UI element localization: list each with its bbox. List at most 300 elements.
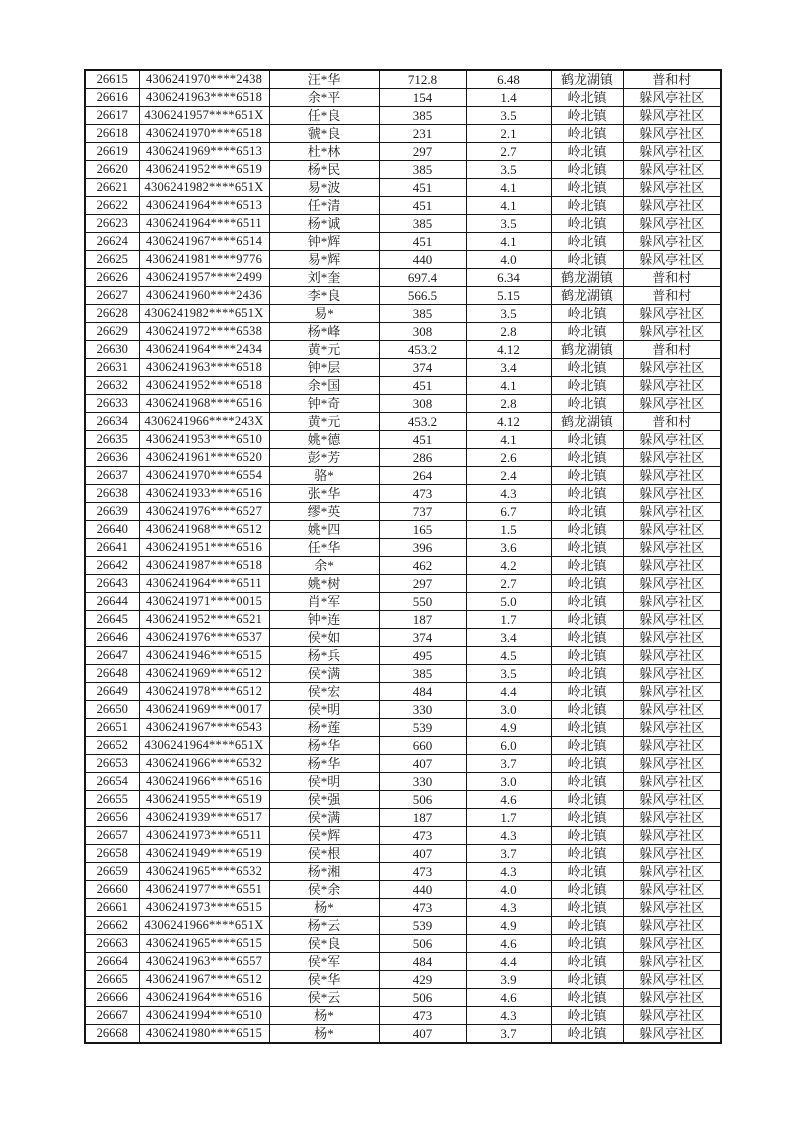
table-row [85,521,721,539]
cell-id-masked: 4306241965****6515 [139,935,269,953]
cell-town: 岭北镇 [551,233,623,251]
cell-id-masked: 4306241968****6516 [139,395,269,413]
cell-village: 躲风亭社区 [623,449,721,467]
cell-name-masked: 杨*民 [269,161,379,179]
table-row [85,719,721,737]
cell-name-masked: 姚*树 [269,575,379,593]
cell-id-masked: 4306241964****6516 [139,989,269,1007]
cell-village: 躲风亭社区 [623,881,721,899]
cell-value-secondary: 3.6 [466,539,551,557]
cell-id-masked: 4306241970****6518 [139,125,269,143]
cell-serial: 26662 [85,917,139,935]
cell-id-masked: 4306241964****6513 [139,197,269,215]
cell-town: 岭北镇 [551,791,623,809]
cell-value-primary: 495 [379,647,466,665]
cell-value-primary: 451 [379,197,466,215]
cell-name-masked: 钟*层 [269,359,379,377]
cell-value-primary: 231 [379,125,466,143]
cell-serial: 26655 [85,791,139,809]
table-row [85,125,721,143]
cell-serial: 26657 [85,827,139,845]
cell-serial: 26627 [85,287,139,305]
cell-name-masked: 杨*华 [269,755,379,773]
table-row [85,1007,721,1025]
cell-id-masked: 4306241957****2499 [139,269,269,287]
cell-value-primary: 451 [379,431,466,449]
cell-id-masked: 4306241982****651X [139,305,269,323]
cell-id-masked: 4306241963****6557 [139,953,269,971]
cell-village: 躲风亭社区 [623,143,721,161]
cell-value-secondary: 4.3 [466,827,551,845]
cell-id-masked: 4306241982****651X [139,179,269,197]
cell-town: 岭北镇 [551,647,623,665]
cell-value-primary: 264 [379,467,466,485]
table-row [85,269,721,287]
cell-id-masked: 4306241966****243X [139,413,269,431]
table-row [85,881,721,899]
cell-serial: 26656 [85,809,139,827]
cell-name-masked: 骆* [269,467,379,485]
cell-town: 岭北镇 [551,683,623,701]
cell-serial: 26649 [85,683,139,701]
cell-name-masked: 黄*元 [269,341,379,359]
cell-value-primary: 550 [379,593,466,611]
cell-value-secondary: 4.3 [466,485,551,503]
cell-village: 躲风亭社区 [623,359,721,377]
cell-value-primary: 429 [379,971,466,989]
cell-village: 躲风亭社区 [623,557,721,575]
cell-village: 躲风亭社区 [623,125,721,143]
table-row [85,701,721,719]
cell-name-masked: 杨*华 [269,737,379,755]
cell-value-secondary: 4.9 [466,917,551,935]
cell-value-secondary: 2.6 [466,449,551,467]
cell-village: 躲风亭社区 [623,197,721,215]
cell-value-secondary: 3.7 [466,755,551,773]
cell-value-secondary: 4.1 [466,431,551,449]
cell-value-primary: 473 [379,863,466,881]
table-row [85,503,721,521]
cell-town: 岭北镇 [551,827,623,845]
cell-name-masked: 钟*连 [269,611,379,629]
cell-village: 躲风亭社区 [623,809,721,827]
cell-value-secondary: 5.15 [466,287,551,305]
cell-name-masked: 杨*湘 [269,863,379,881]
cell-value-primary: 407 [379,1025,466,1044]
cell-village: 躲风亭社区 [623,521,721,539]
cell-id-masked: 4306241955****6519 [139,791,269,809]
cell-value-secondary: 4.0 [466,881,551,899]
cell-value-primary: 165 [379,521,466,539]
cell-name-masked: 侯*满 [269,665,379,683]
cell-town: 岭北镇 [551,719,623,737]
cell-value-primary: 297 [379,575,466,593]
cell-id-masked: 4306241968****6512 [139,521,269,539]
cell-name-masked: 缪*英 [269,503,379,521]
cell-value-primary: 473 [379,1007,466,1025]
cell-id-masked: 4306241976****6537 [139,629,269,647]
cell-serial: 26650 [85,701,139,719]
cell-serial: 26644 [85,593,139,611]
cell-name-masked: 汪*华 [269,70,379,89]
cell-serial: 26623 [85,215,139,233]
cell-town: 岭北镇 [551,197,623,215]
cell-value-secondary: 1.5 [466,521,551,539]
cell-serial: 26666 [85,989,139,1007]
cell-value-primary: 440 [379,881,466,899]
cell-town: 岭北镇 [551,737,623,755]
cell-serial: 26619 [85,143,139,161]
cell-village: 躲风亭社区 [623,827,721,845]
table-row [85,107,721,125]
cell-serial: 26667 [85,1007,139,1025]
cell-value-secondary: 2.7 [466,143,551,161]
table-row [85,557,721,575]
cell-town: 岭北镇 [551,539,623,557]
cell-id-masked: 4306241952****6519 [139,161,269,179]
cell-id-masked: 4306241971****0015 [139,593,269,611]
cell-town: 岭北镇 [551,701,623,719]
cell-value-secondary: 2.1 [466,125,551,143]
cell-id-masked: 4306241963****6518 [139,359,269,377]
cell-name-masked: 杨* [269,1007,379,1025]
cell-town: 鹤龙湖镇 [551,413,623,431]
cell-town: 岭北镇 [551,431,623,449]
cell-town: 鹤龙湖镇 [551,341,623,359]
cell-id-masked: 4306241951****6516 [139,539,269,557]
cell-town: 岭北镇 [551,305,623,323]
table-row [85,611,721,629]
cell-value-primary: 697.4 [379,269,466,287]
cell-value-secondary: 1.7 [466,809,551,827]
cell-serial: 26661 [85,899,139,917]
table-row [85,827,721,845]
cell-name-masked: 杨* [269,899,379,917]
cell-id-masked: 4306241969****6512 [139,665,269,683]
cell-town: 岭北镇 [551,773,623,791]
cell-serial: 26668 [85,1025,139,1044]
table-row [85,665,721,683]
cell-village: 躲风亭社区 [623,593,721,611]
cell-value-primary: 506 [379,791,466,809]
table-row [85,233,721,251]
cell-id-masked: 4306241949****6519 [139,845,269,863]
cell-serial: 26660 [85,881,139,899]
cell-serial: 26643 [85,575,139,593]
cell-value-primary: 187 [379,611,466,629]
cell-value-secondary: 4.1 [466,377,551,395]
cell-id-masked: 4306241964****2434 [139,341,269,359]
cell-village: 躲风亭社区 [623,215,721,233]
cell-serial: 26634 [85,413,139,431]
cell-value-secondary: 3.4 [466,629,551,647]
cell-id-masked: 4306241963****6518 [139,89,269,107]
cell-id-masked: 4306241964****6511 [139,575,269,593]
cell-value-primary: 473 [379,899,466,917]
table-row [85,593,721,611]
table-row [85,89,721,107]
cell-value-secondary: 1.7 [466,611,551,629]
cell-name-masked: 侯*云 [269,989,379,1007]
cell-town: 岭北镇 [551,809,623,827]
table-row [85,161,721,179]
cell-village: 普和村 [623,70,721,89]
cell-village: 躲风亭社区 [623,467,721,485]
table-row [85,197,721,215]
cell-town: 岭北镇 [551,521,623,539]
cell-serial: 26616 [85,89,139,107]
cell-town: 岭北镇 [551,917,623,935]
cell-id-masked: 4306241969****6513 [139,143,269,161]
cell-town: 岭北镇 [551,1025,623,1044]
cell-serial: 26631 [85,359,139,377]
cell-town: 岭北镇 [551,161,623,179]
benefit-list-table [84,69,722,1044]
cell-town: 岭北镇 [551,593,623,611]
table-row [85,395,721,413]
cell-id-masked: 4306241980****6515 [139,1025,269,1044]
cell-value-primary: 473 [379,827,466,845]
cell-serial: 26636 [85,449,139,467]
cell-serial: 26633 [85,395,139,413]
cell-value-primary: 484 [379,683,466,701]
cell-name-masked: 任*清 [269,197,379,215]
table-row [85,539,721,557]
cell-value-primary: 407 [379,755,466,773]
cell-town: 岭北镇 [551,377,623,395]
cell-town: 岭北镇 [551,971,623,989]
cell-value-primary: 374 [379,629,466,647]
table-row [85,305,721,323]
cell-village: 躲风亭社区 [623,611,721,629]
cell-value-secondary: 3.5 [466,107,551,125]
table-row [85,341,721,359]
table-row [85,251,721,269]
cell-value-secondary: 4.0 [466,251,551,269]
cell-serial: 26630 [85,341,139,359]
table-row [85,917,721,935]
cell-name-masked: 杨*兵 [269,647,379,665]
cell-serial: 26622 [85,197,139,215]
cell-serial: 26628 [85,305,139,323]
table-row [85,431,721,449]
table-row [85,971,721,989]
cell-value-primary: 407 [379,845,466,863]
cell-id-masked: 4306241946****6515 [139,647,269,665]
cell-name-masked: 侯*明 [269,701,379,719]
cell-value-secondary: 3.0 [466,773,551,791]
cell-serial: 26626 [85,269,139,287]
cell-name-masked: 肖*军 [269,593,379,611]
cell-serial: 26640 [85,521,139,539]
cell-id-masked: 4306241967****6514 [139,233,269,251]
cell-value-primary: 539 [379,917,466,935]
cell-value-secondary: 4.1 [466,233,551,251]
cell-id-masked: 4306241939****6517 [139,809,269,827]
cell-value-primary: 286 [379,449,466,467]
cell-village: 躲风亭社区 [623,845,721,863]
cell-town: 岭北镇 [551,863,623,881]
cell-value-secondary: 5.0 [466,593,551,611]
cell-value-secondary: 4.3 [466,1007,551,1025]
cell-id-masked: 4306241965****6532 [139,863,269,881]
cell-village: 躲风亭社区 [623,1007,721,1025]
cell-town: 岭北镇 [551,881,623,899]
cell-id-masked: 4306241964****6511 [139,215,269,233]
cell-town: 鹤龙湖镇 [551,269,623,287]
cell-id-masked: 4306241976****6527 [139,503,269,521]
cell-town: 岭北镇 [551,251,623,269]
cell-id-masked: 4306241953****6510 [139,431,269,449]
cell-village: 躲风亭社区 [623,899,721,917]
cell-town: 岭北镇 [551,989,623,1007]
cell-village: 躲风亭社区 [623,485,721,503]
cell-serial: 26621 [85,179,139,197]
cell-name-masked: 任*华 [269,539,379,557]
cell-id-masked: 4306241978****6512 [139,683,269,701]
cell-serial: 26648 [85,665,139,683]
cell-id-masked: 4306241987****6518 [139,557,269,575]
cell-name-masked: 侯*华 [269,971,379,989]
cell-value-secondary: 4.3 [466,863,551,881]
cell-village: 躲风亭社区 [623,323,721,341]
cell-village: 躲风亭社区 [623,251,721,269]
cell-name-masked: 侯*军 [269,953,379,971]
cell-town: 岭北镇 [551,323,623,341]
cell-village: 躲风亭社区 [623,161,721,179]
cell-village: 躲风亭社区 [623,233,721,251]
cell-value-secondary: 4.2 [466,557,551,575]
cell-town: 岭北镇 [551,107,623,125]
cell-value-primary: 385 [379,215,466,233]
cell-value-primary: 330 [379,773,466,791]
cell-village: 躲风亭社区 [623,305,721,323]
table-row [85,863,721,881]
cell-name-masked: 杨*诚 [269,215,379,233]
cell-serial: 26617 [85,107,139,125]
cell-village: 躲风亭社区 [623,935,721,953]
cell-serial: 26658 [85,845,139,863]
table-row [85,323,721,341]
cell-id-masked: 4306241966****6516 [139,773,269,791]
cell-name-masked: 侯*根 [269,845,379,863]
cell-serial: 26654 [85,773,139,791]
cell-value-primary: 396 [379,539,466,557]
cell-serial: 26664 [85,953,139,971]
cell-name-masked: 侯*余 [269,881,379,899]
cell-serial: 26624 [85,233,139,251]
cell-serial: 26641 [85,539,139,557]
cell-id-masked: 4306241952****6518 [139,377,269,395]
table-row [85,287,721,305]
table-row [85,647,721,665]
cell-town: 鹤龙湖镇 [551,70,623,89]
cell-id-masked: 4306241952****6521 [139,611,269,629]
table-row [85,791,721,809]
cell-value-secondary: 3.4 [466,359,551,377]
cell-value-secondary: 3.9 [466,971,551,989]
cell-name-masked: 钟*奇 [269,395,379,413]
table-row [85,359,721,377]
cell-serial: 26659 [85,863,139,881]
cell-village: 躲风亭社区 [623,791,721,809]
cell-town: 岭北镇 [551,503,623,521]
table-row [85,179,721,197]
cell-name-masked: 余*平 [269,89,379,107]
cell-name-masked: 易* [269,305,379,323]
cell-value-primary: 330 [379,701,466,719]
cell-value-secondary: 3.5 [466,215,551,233]
table-row [85,683,721,701]
cell-value-primary: 462 [379,557,466,575]
cell-name-masked: 侯*良 [269,935,379,953]
cell-town: 岭北镇 [551,575,623,593]
cell-town: 岭北镇 [551,1007,623,1025]
cell-town: 鹤龙湖镇 [551,287,623,305]
cell-value-secondary: 2.4 [466,467,551,485]
cell-value-secondary: 4.12 [466,413,551,431]
cell-value-primary: 453.2 [379,341,466,359]
cell-village: 躲风亭社区 [623,431,721,449]
cell-serial: 26635 [85,431,139,449]
cell-id-masked: 4306241966****6532 [139,755,269,773]
cell-village: 躲风亭社区 [623,989,721,1007]
cell-value-secondary: 6.0 [466,737,551,755]
cell-value-primary: 539 [379,719,466,737]
cell-name-masked: 易*辉 [269,251,379,269]
cell-town: 岭北镇 [551,755,623,773]
table-row [85,70,721,89]
cell-town: 岭北镇 [551,629,623,647]
cell-id-masked: 4306241966****651X [139,917,269,935]
cell-value-secondary: 4.4 [466,683,551,701]
cell-town: 岭北镇 [551,89,623,107]
cell-id-masked: 4306241981****9776 [139,251,269,269]
cell-serial: 26615 [85,70,139,89]
cell-village: 躲风亭社区 [623,575,721,593]
cell-name-masked: 杨*云 [269,917,379,935]
cell-village: 躲风亭社区 [623,179,721,197]
cell-village: 躲风亭社区 [623,629,721,647]
cell-name-masked: 余*国 [269,377,379,395]
cell-name-masked: 彭*芳 [269,449,379,467]
cell-value-primary: 712.8 [379,70,466,89]
cell-value-secondary: 4.5 [466,647,551,665]
cell-id-masked: 4306241961****6520 [139,449,269,467]
table-row [85,467,721,485]
cell-name-masked: 虢*良 [269,125,379,143]
table-row [85,377,721,395]
cell-value-secondary: 6.7 [466,503,551,521]
table-row [85,845,721,863]
table-row [85,1025,721,1044]
cell-value-secondary: 6.48 [466,70,551,89]
cell-town: 岭北镇 [551,125,623,143]
cell-value-primary: 374 [379,359,466,377]
cell-village: 躲风亭社区 [623,863,721,881]
cell-value-primary: 737 [379,503,466,521]
cell-value-secondary: 4.3 [466,899,551,917]
cell-village: 躲风亭社区 [623,503,721,521]
cell-value-secondary: 2.7 [466,575,551,593]
cell-village: 躲风亭社区 [623,539,721,557]
cell-value-secondary: 2.8 [466,323,551,341]
table-body [85,70,721,1043]
cell-id-masked: 4306241964****651X [139,737,269,755]
cell-id-masked: 4306241972****6538 [139,323,269,341]
cell-name-masked: 黄*元 [269,413,379,431]
cell-value-primary: 440 [379,251,466,269]
